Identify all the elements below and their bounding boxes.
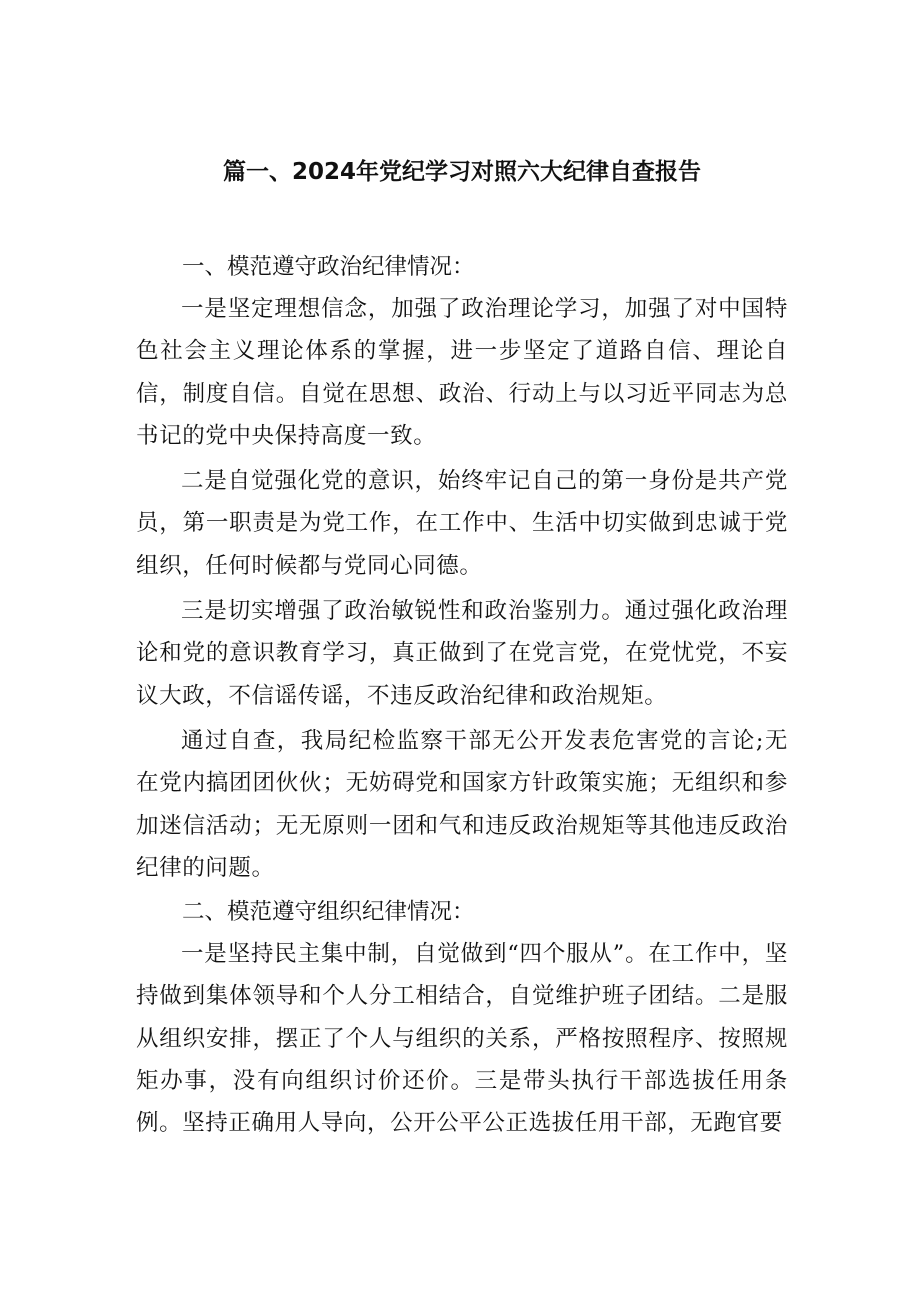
paragraph: 二是自觉强化党的意识，始终牢记自己的第一身份是共产党员，第一职责是为党工作，在工作中、生活中切实做到忠诚于党组织，任何时候都与党同心同德。 bbox=[136, 468, 788, 579]
paragraph: 一是坚持民主集中制，自觉做到“四个服从”。在工作中，坚持做到集体领导和个人分工相结合，自觉维护班子团结。二是服从组织安排，摆正了个人与组织的关系，严格按照程序、按照规矩办事，没有向组织讨价还价。三是带头执行干部选拔任用条例。坚持正确用人导向，公开公平公正选拔任用干部，无跑官要 bbox=[136, 941, 788, 1137]
section-heading-organizational-discipline: 二、模范遵守组织纪律情况： bbox=[182, 899, 475, 926]
paragraph: 通过自查，我局纪检监察干部无公开发表危害党的言论;无在党内搞团团伙伙；无妨碍党和国家方针政策实施；无组织和参加迷信活动；无无原则一团和气和违反政治规矩等其他违反政治纪律的问题。 bbox=[136, 727, 788, 881]
section-heading-political-discipline: 一、模范遵守政治纪律情况： bbox=[182, 254, 475, 280]
paragraph: 三是切实增强了政治敏锐性和政治鉴别力。通过强化政治理论和党的意识教育学习，真正做到了在党言党，在党忧党，不妄议大政，不信谣传谣，不违反政治纪律和政治规矩。 bbox=[136, 598, 788, 709]
paragraph: 一是坚定理想信念，加强了政治理论学习，加强了对中国特色社会主义理论体系的掌握，进一步坚定了道路自信、理论自信，制度自信。自觉在思想、政治、行动上与以习近平同志为总书记的党中央保持高度一致。 bbox=[136, 296, 788, 449]
document-title: 篇一、2024年党纪学习对照六大纪律自查报告 bbox=[222, 159, 701, 185]
